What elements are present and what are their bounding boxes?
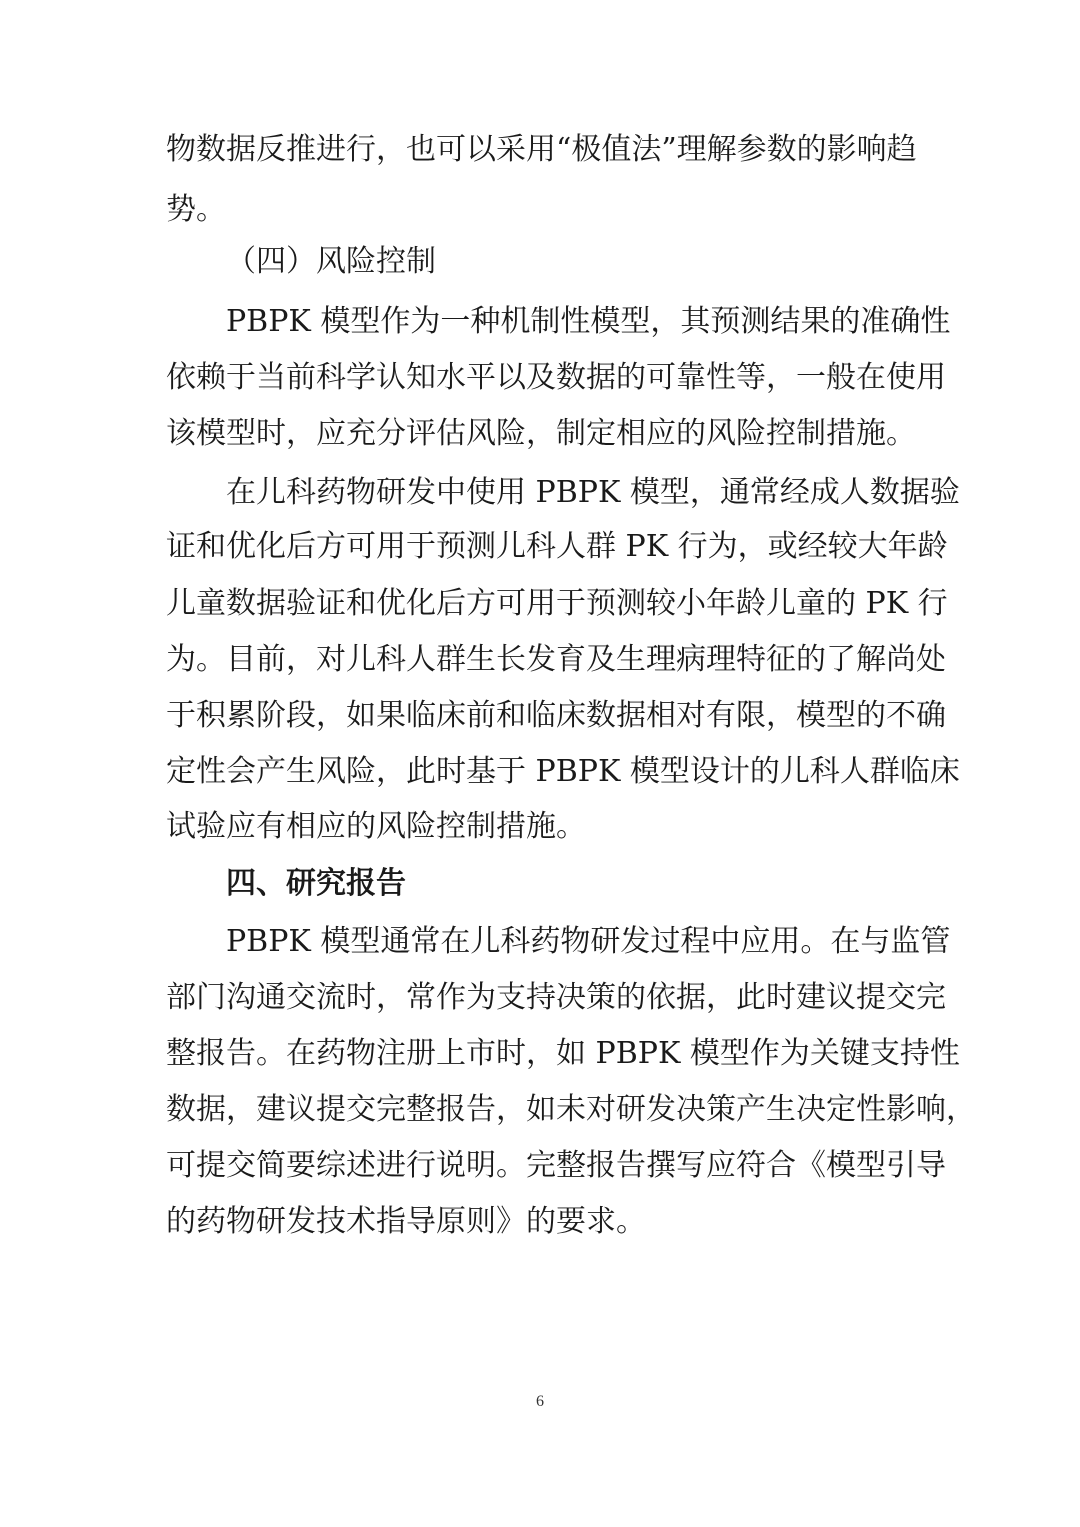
paragraph-line: PBPK 模型作为一种机制性模型，其预测结果的准确性: [226, 304, 951, 339]
paragraph-line: 的药物研发技术指导原则》的要求。: [166, 1204, 646, 1239]
section-heading-risk-control: （四）风险控制: [226, 244, 436, 279]
paragraph-line: 数据，建议提交完整报告，如未对研发决策产生决定性影响，: [166, 1092, 976, 1127]
paragraph-line: 在儿科药物研发中使用 PBPK 模型，通常经成人数据验: [226, 475, 960, 510]
section-heading-research-report: 四、研究报告: [226, 866, 406, 901]
paragraph-line: 势。: [166, 192, 226, 227]
paragraph-line: 证和优化后方可用于预测儿科人群 PK 行为，或经较大年龄: [166, 529, 948, 564]
page-number: 6: [536, 1393, 544, 1410]
paragraph-line: 部门沟通交流时，常作为支持决策的依据，此时建议提交完: [166, 980, 946, 1015]
paragraph-line: 儿童数据验证和优化后方可用于预测较小年龄儿童的 PK 行: [166, 586, 948, 621]
paragraph-line: 整报告。在药物注册上市时，如 PBPK 模型作为关键支持性: [166, 1036, 960, 1071]
paragraph-line: 为。目前，对儿科人群生长发育及生理病理特征的了解尚处: [166, 642, 946, 677]
paragraph-line: 可提交简要综述进行说明。完整报告撰写应符合《模型引导: [166, 1148, 946, 1183]
paragraph-line: 该模型时，应充分评估风险，制定相应的风险控制措施。: [166, 416, 916, 451]
paragraph-line: PBPK 模型通常在儿科药物研发过程中应用。在与监管: [226, 924, 951, 959]
paragraph-line: 物数据反推进行，也可以采用“极值法”理解参数的影响趋: [166, 132, 917, 167]
paragraph-line: 依赖于当前科学认知水平以及数据的可靠性等，一般在使用: [166, 360, 946, 395]
paragraph-line: 于积累阶段，如果临床前和临床数据相对有限，模型的不确: [166, 698, 946, 733]
paragraph-line: 定性会产生风险，此时基于 PBPK 模型设计的儿科人群临床: [166, 754, 960, 789]
paragraph-line: 试验应有相应的风险控制措施。: [166, 809, 586, 844]
